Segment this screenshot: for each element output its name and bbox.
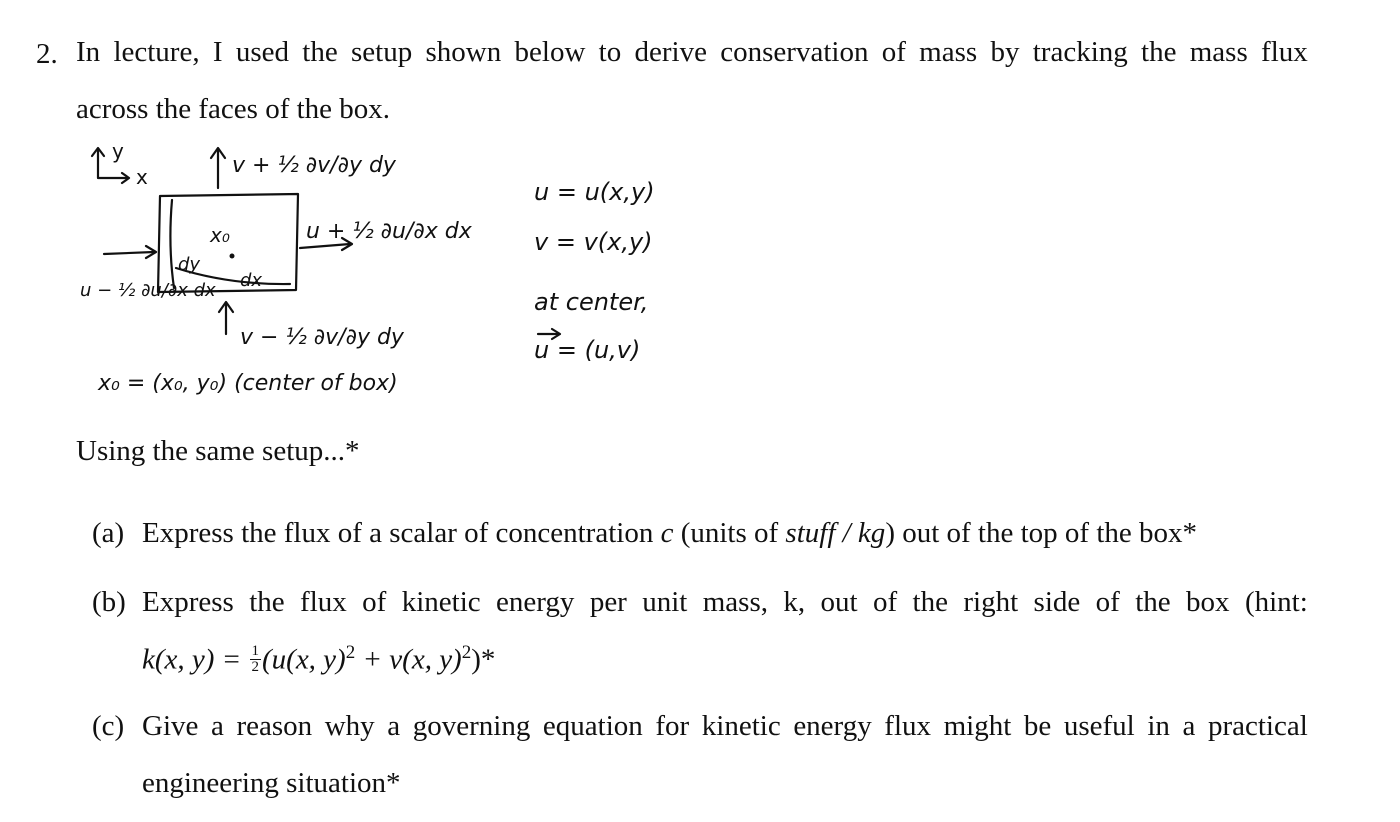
note-at-center: at center, [534,288,649,316]
dx-label: dx [240,270,263,291]
intro-word: to [598,36,622,68]
axis-y-label: y [112,139,124,163]
part-c-word: equation [542,710,643,742]
part-c [92,710,142,743]
part-c-word: kinetic [701,710,781,742]
intro-word: derive [634,36,707,68]
part-a-units: stuff / kg [785,517,886,549]
part-b-word: energy [496,586,575,618]
part-c-label: (c) [92,710,125,742]
eq-half: $\frac{1}{2}$ [251,642,259,675]
part-c-word: in [1147,710,1170,742]
intro-word: below [514,36,586,68]
eq-sq-2: 2 [461,642,472,663]
part-c-line-1 [142,710,1308,743]
part-c-word: a [1182,710,1196,742]
note-velocity: u = (u,v) [534,336,641,364]
right-flux-label: u + ½ ∂u/∂x dx [306,219,472,244]
problem-number: 2. [36,38,58,70]
part-b-word: k, [783,586,806,618]
center-definition: x₀ = (x₀, y₀) (center of box) [98,371,398,396]
part-c-word: a [210,710,224,742]
part-c-word: practical [1207,710,1308,742]
intro-word: tracking [1032,36,1128,68]
part-b-word: flux [300,586,347,618]
part-a [92,517,1197,550]
part-b-word: the [912,586,948,618]
part-c-word: a [387,710,401,742]
intro-word: flux [1261,36,1308,68]
part-a-var-c: c [660,517,674,549]
part-c-word: why [324,710,375,742]
intro-word: lecture, [113,36,200,68]
part-c-word: be [1023,710,1052,742]
intro-word: by [990,36,1020,68]
eq-lhs: k(x, y) = [142,643,249,676]
part-b-word: box [1186,586,1230,618]
part-b-word: side [1033,586,1081,618]
part-b-word: mass, [702,586,768,618]
part-b-label: (b) [92,586,126,618]
eq-rhs-c: )* [471,643,496,676]
axis-x-label: x [136,165,148,189]
intro-word: shown [425,36,502,68]
part-b-word: of [872,586,898,618]
part-b-word: unit [642,586,688,618]
part-b-word: per [589,586,627,618]
part-b-word: of [1095,586,1120,618]
left-flux-label: u − ½ ∂u/∂x dx [80,280,216,301]
intro-word: the [1141,36,1177,68]
intro-word: In [76,36,101,68]
part-c-line-2: engineering situation* [142,767,401,799]
top-flux-label: v + ½ ∂v/∂y dy [232,153,396,178]
part-c-word: reason [236,710,313,742]
part-c-word: governing [412,710,531,742]
part-c-word: might [943,710,1012,742]
eq-rhs-b: + v(x, y) [355,643,462,676]
part-a-label: (a) [92,517,125,549]
intro-word: setup [351,36,413,68]
part-c-word: for [655,710,690,742]
part-b-word: the [249,586,285,618]
eq-rhs-a: (u(x, y) [262,643,346,676]
part-b-word: of [362,586,387,618]
part-c-word: useful [1063,710,1135,742]
note-v: v = v(x,y) [534,228,653,256]
intro-word: of [881,36,906,68]
axes-icon [92,139,148,189]
part-a-text-3: ) out of the top of the box* [885,517,1198,549]
part-c-word: flux [884,710,932,742]
control-volume-sketch [0,0,760,420]
intro-word: conservation [720,36,869,68]
part-a-text-2: (units of [673,517,786,549]
note-u: u = u(x,y) [534,178,655,206]
part-b-word: out [820,586,858,618]
eq-sq-1: 2 [345,642,356,663]
center-label: x₀ [210,223,230,247]
part-b-word: Express [142,586,234,618]
intro-word: the [302,36,338,68]
part-b-word: kinetic [401,586,481,618]
part-b-equation [142,642,495,678]
intro-word: I [212,36,223,68]
part-b-word: (hint: [1244,586,1308,618]
intro-word: mass [919,36,978,68]
dy-label: dy [178,254,201,275]
intro-word: mass [1189,36,1248,68]
part-a-text-1: Express the flux of a scalar of concentration [142,517,661,549]
part-c-word: Give [142,710,199,742]
part-b-line-1 [142,586,1308,619]
part-b-word: right [963,586,1019,618]
intro-word: used [235,36,289,68]
using-same-setup: Using the same setup...* [76,435,360,467]
problem-intro-line-2: across the faces of the box. [76,93,391,125]
part-c-word: energy [793,710,872,742]
bottom-flux-label: v − ½ ∂v/∂y dy [240,325,404,350]
part-b-word: the [1135,586,1171,618]
